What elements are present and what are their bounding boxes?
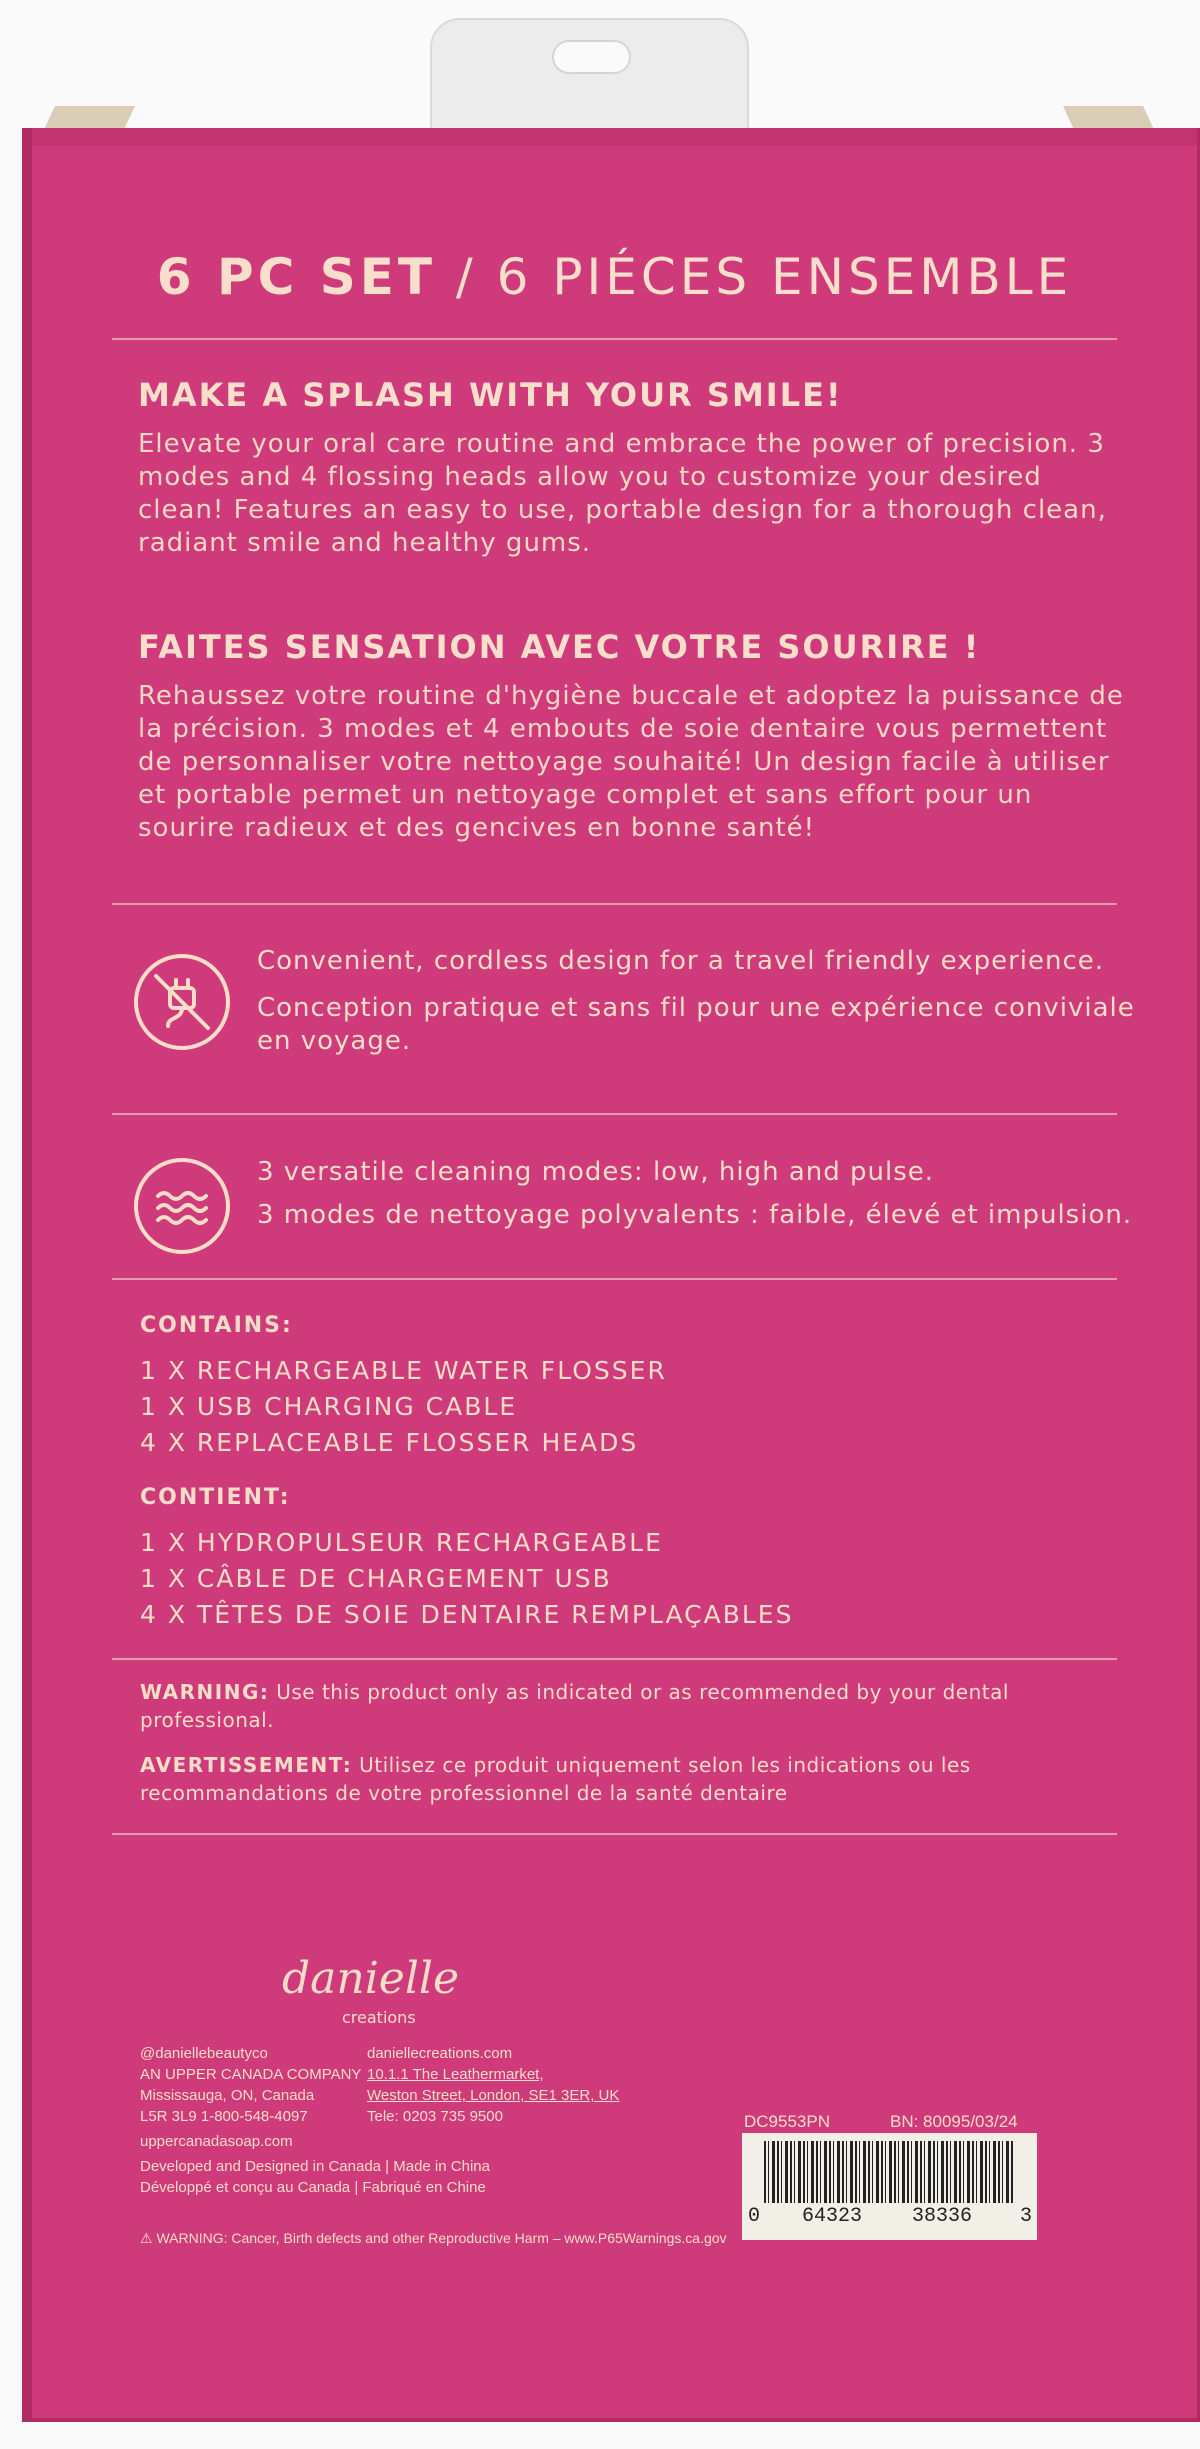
uk-info: daniellecreations.com 10.1.1 The Leathermarket, Weston Street, London, SE1 3ER, UK Tele: 0203 735 9500 xyxy=(367,2045,620,2125)
box-top-edge xyxy=(32,128,1197,146)
feature-cordless-en: Convenient, cordless design for a travel friendly experience. xyxy=(257,946,1105,976)
product-box-back xyxy=(22,128,1200,2422)
brand-logo-sub: creations xyxy=(342,2008,416,2027)
contient-list xyxy=(140,1525,793,1633)
description-fr: Rehaussez votre routine d'hygiène buccale et adoptez la puissance de la précision. 3 modes et 4 embouts de soie dentaire vous permettent de personnaliser votre nettoyage souhaité! Un design facile à utiliser et portable permet un nettoyage complet et sans effort pour un sourire radieux et des gencives en bonne santé! xyxy=(138,681,1124,843)
divider xyxy=(112,903,1117,905)
list-item: 1 X HYDROPULSEUR RECHARGEABLE xyxy=(140,1528,663,1557)
divider xyxy=(112,338,1117,340)
sku: DC9553PN xyxy=(744,2112,830,2131)
waves-icon xyxy=(134,1158,230,1254)
heading-fr: FAITES SENSATION AVEC VOTRE SOURIRE ! xyxy=(138,628,981,666)
divider xyxy=(112,1658,1117,1660)
divider xyxy=(112,1278,1117,1280)
no-plug-icon xyxy=(134,954,230,1050)
barcode: 0 64323 38336 3 xyxy=(742,2133,1037,2240)
list-item: 1 X CÂBLE DE CHARGEMENT USB xyxy=(140,1564,612,1593)
feature-modes-fr: 3 modes de nettoyage polyvalents : faible, élevé et impulsion. xyxy=(257,1200,1133,1230)
contient-label: CONTIENT: xyxy=(140,1485,291,1510)
hanger-hole xyxy=(552,40,631,74)
uk-website: daniellecreations.com xyxy=(367,2045,513,2062)
feature-modes xyxy=(257,1156,1137,1232)
contains-list xyxy=(140,1353,667,1461)
website: uppercanadasoap.com xyxy=(140,2133,293,2150)
company-info: @daniellebeautyco AN UPPER CANADA COMPANY Mississauga, ON, Canada L5R 3L9 1-800-548-4097 uppercanadasoap.com Developed and Designed in Canada | Made in China Développé et conçu au Canada | Fabriqué en Chine xyxy=(140,2045,490,2196)
hanger-tab xyxy=(430,18,749,142)
list-item: 4 X TÊTES DE SOIE DENTAIRE REMPLAÇABLES xyxy=(140,1600,794,1629)
contains-label: CONTAINS: xyxy=(140,1313,293,1338)
divider xyxy=(112,1833,1117,1835)
warning-triangle-icon: ⚠ xyxy=(140,2230,157,2246)
prop65-warning: ⚠ WARNING: Cancer, Birth defects and other Reproductive Harm – www.P65Warnings.ca.gov xyxy=(140,2230,727,2246)
feature-cordless xyxy=(257,945,1137,1058)
warning-en: WARNING: Use this product only as indicated or as recommended by your dental professional. xyxy=(140,1680,1009,1732)
batch-number: BN: 80095/03/24 xyxy=(890,2112,1018,2131)
barcode-bars xyxy=(764,2141,1014,2203)
list-item: 1 X USB CHARGING CABLE xyxy=(140,1392,518,1421)
divider xyxy=(112,1113,1117,1115)
social-handle: @daniellebeautyco xyxy=(140,2045,268,2062)
list-item: 1 X RECHARGEABLE WATER FLOSSER xyxy=(140,1356,667,1385)
set-title: 6 PC SET / 6 PIÉCES ENSEMBLE xyxy=(156,248,1073,306)
feature-modes-en: 3 versatile cleaning modes: low, high and pulse. xyxy=(257,1157,935,1187)
list-item: 4 X REPLACEABLE FLOSSER HEADS xyxy=(140,1428,639,1457)
brand-logo: danielle xyxy=(282,1953,460,2004)
heading-en: MAKE A SPLASH WITH YOUR SMILE! xyxy=(138,376,843,414)
description-en: Elevate your oral care routine and embrace the power of precision. 3 modes and 4 flossing heads allow you to customize your desired clean! Features an easy to use, portable design for a thorough clean, radiant smile and healthy gums. xyxy=(138,429,1107,558)
feature-cordless-fr: Conception pratique et sans fil pour une expérience conviviale en voyage. xyxy=(257,993,1135,1056)
warning-fr: AVERTISSEMENT: Utilisez ce produit uniquement selon les indications ou les recommandations de votre professionnel de la santé dentaire xyxy=(140,1753,971,1805)
